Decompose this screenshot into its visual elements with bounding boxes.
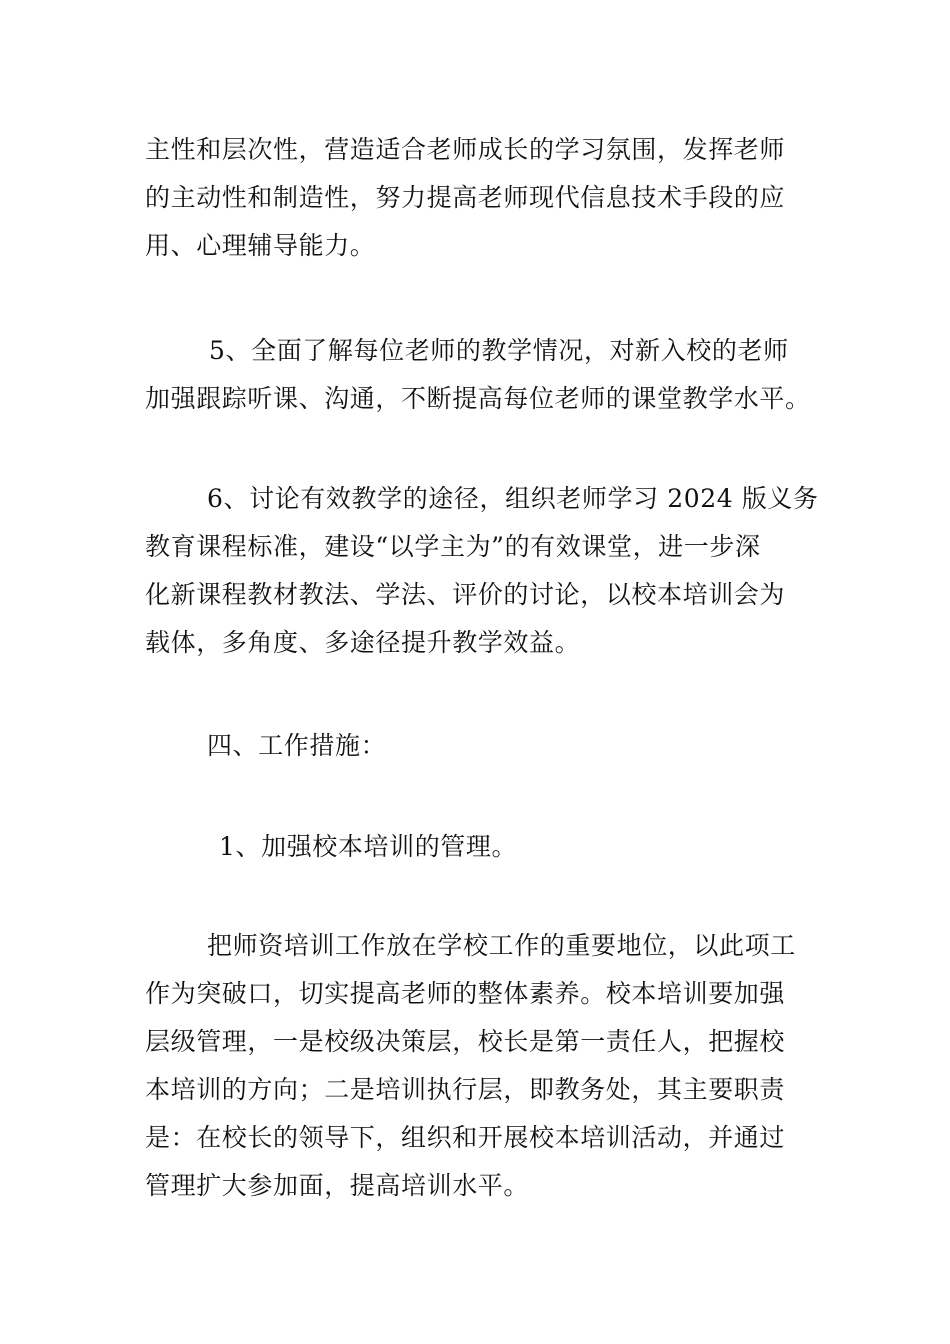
paragraph-item-1-heading — [145, 823, 810, 871]
text-line: 层级管理，一是校级决策层，校长是第一责任人，把握校 — [145, 1027, 786, 1056]
text-line: 四、工作措施： — [207, 731, 387, 760]
text-line: 本培训的方向；二是培训执行层，即教务处，其主要职责 — [145, 1075, 786, 1104]
text-line: 化新课程教材教法、学法、评价的讨论，以校本培训会为 — [145, 580, 786, 609]
text-line: 加强跟踪听课、沟通，不断提高每位老师的课堂教学水平。 — [145, 384, 811, 413]
text-line: 1、加强校本培训的管理。 — [219, 832, 518, 861]
paragraph-item-6 — [145, 475, 819, 667]
text-line: 是：在校长的领导下，组织和开展校本培训活动，并通过 — [145, 1123, 786, 1152]
text-line: 载体，多角度、多途径提升教学效益。 — [145, 628, 581, 657]
section-heading-work-measures — [145, 722, 810, 770]
text-line: 的主动性和制造性，努力提高老师现代信息技术手段的应 — [145, 183, 786, 212]
text-line: 管理扩大参加面，提高培训水平。 — [145, 1171, 530, 1200]
text-line: 作为突破口，切实提高老师的整体素养。校本培训要加强 — [145, 979, 786, 1008]
paragraph-intro-continued — [145, 126, 810, 270]
text-line: 5、全面了解每位老师的教学情况，对新入校的老师 — [209, 336, 789, 365]
text-line: 教育课程标准，建设“以学主为”的有效课堂，进一步深 — [145, 532, 761, 561]
paragraph-training-management — [145, 922, 810, 1210]
text-line: 6、讨论有效教学的途径，组织老师学习 2024 版义务 — [207, 484, 819, 513]
text-line: 用、心理辅导能力。 — [145, 231, 376, 260]
text-line: 把师资培训工作放在学校工作的重要地位，以此项工 — [207, 931, 796, 960]
paragraph-item-5 — [145, 327, 810, 423]
text-line: 主性和层次性，营造适合老师成长的学习氛围，发挥老师 — [145, 135, 786, 164]
